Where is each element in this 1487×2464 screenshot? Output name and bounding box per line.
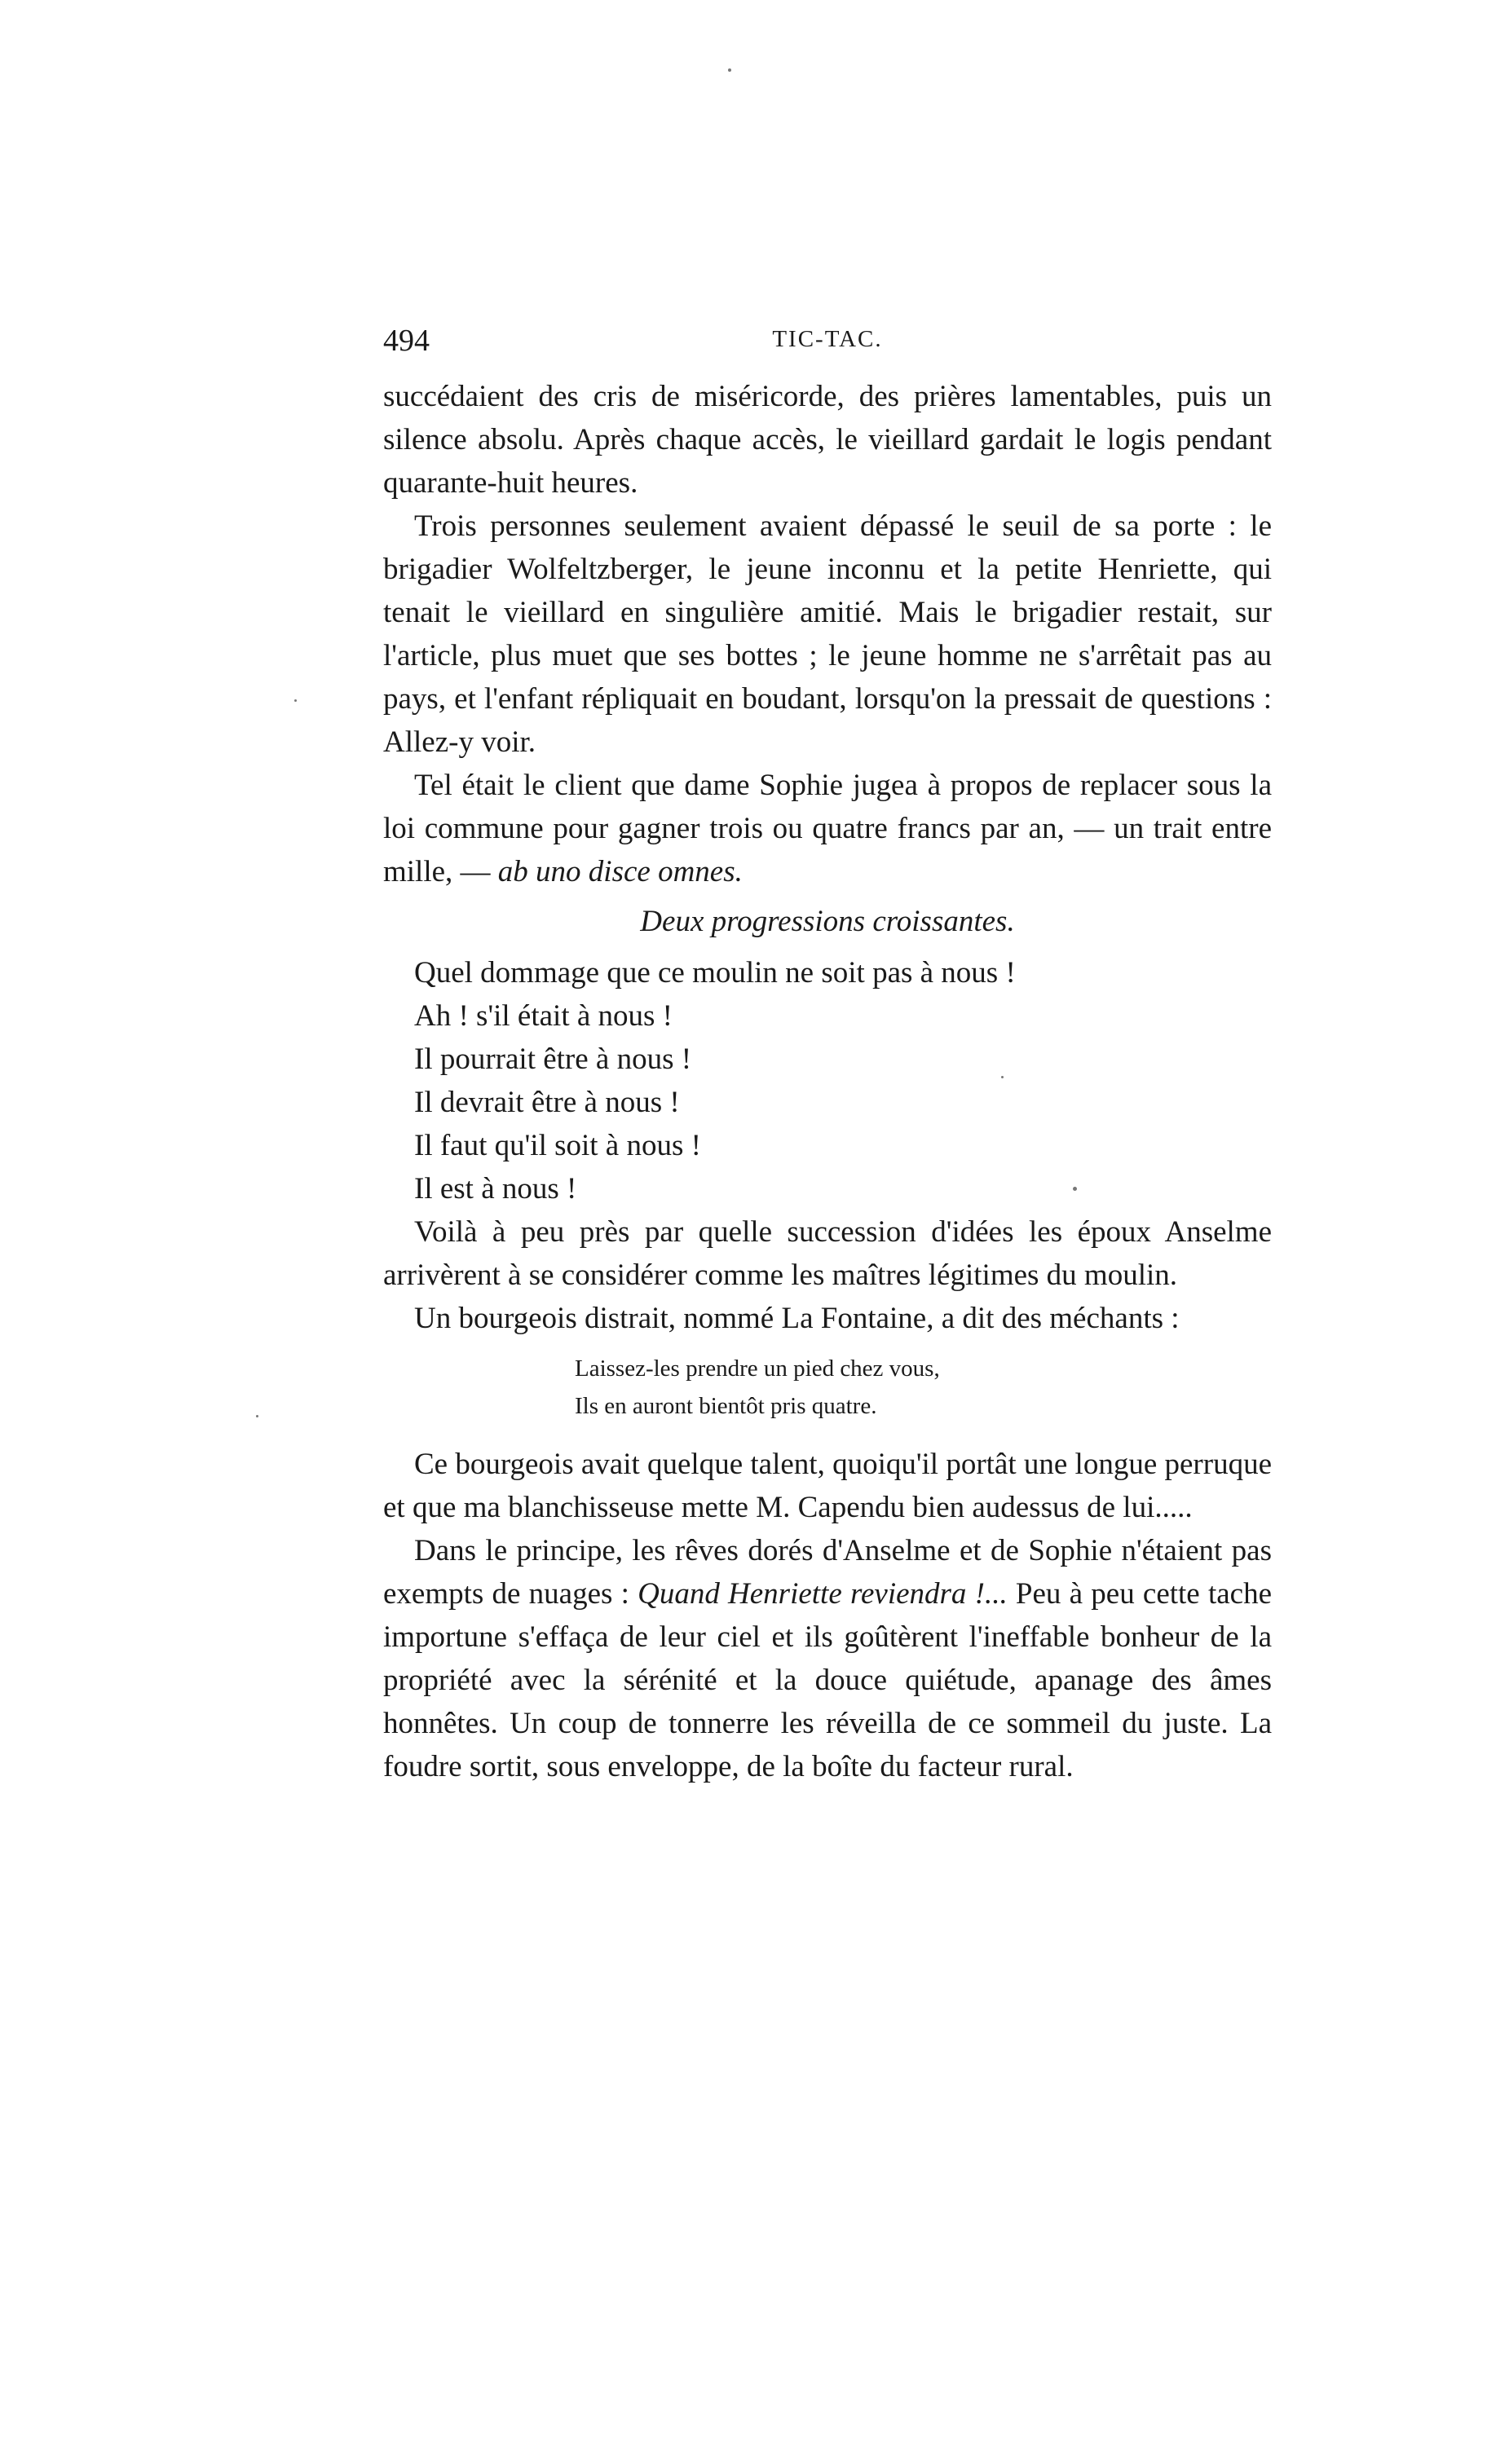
paragraph-text: Dans le principe, les rêves dorés d'Anselme et de Sophie n'étaient pas exempts de nuages : <box>383 1534 1272 1611</box>
latin-quote: ab uno disce omnes. <box>497 855 743 888</box>
book-page <box>383 323 1272 1788</box>
paragraph-text: Tel était le client que dame Sophie jugea à propos de replacer sous la loi commune pour gagner trois ou quatre francs par an, — un trait entre mille, — <box>383 769 1272 888</box>
paragraph <box>383 1529 1272 1788</box>
progression-line: Il est à nous ! <box>414 1172 577 1206</box>
italic-exclamation: Quand Henriette reviendra !... <box>638 1577 1008 1611</box>
section-heading: Deux progressions croissantes. <box>640 905 1015 938</box>
paragraph-text: Peu à peu cette tache importune s'effaça de leur ciel et ils goûtèrent l'ineffable bonheur de la propriété avec la sérénité et la douce quiétude, apanage des âmes honnêtes. Un coup de tonnerre les réveilla de ce sommeil du juste. La foudre sortit, sous enveloppe, de la boîte du facteur rural. <box>383 1577 1272 1783</box>
verse-quote <box>383 1350 1272 1425</box>
page-number: 494 <box>383 324 430 358</box>
page-body <box>383 375 1272 1788</box>
paper-speck <box>728 68 731 72</box>
paragraph: succédaient des cris de miséricorde, des prières lamentables, puis un silence absolu. Après chaque accès, le vieillard gardait le logis pendant quarante-huit heures. <box>383 380 1272 500</box>
paragraph: Trois personnes seulement avaient dépassé le seuil de sa porte : le brigadier Wolfeltzberger, le jeune inconnu et la petite Henriette, qui tenait le vieillard en singulière amitié. Mais le brigadier restait, sur l'article, plus muet que ses bottes ; le jeune homme ne s'arrêtait pas au pays, et l'enfant répliquait en boudant, lorsqu'on la pressait de questions : Allez-y voir. <box>383 509 1272 759</box>
progression-line: Il pourrait être à nous ! <box>414 1042 692 1076</box>
running-title: TIC-TAC. <box>772 326 883 352</box>
paragraph: Ce bourgeois avait quelque talent, quoiqu'il portât une longue perruque et que ma blanchisseuse mette M. Capendu bien audessus de lui..... <box>383 1448 1272 1524</box>
paragraph <box>383 764 1272 893</box>
paragraph: Un bourgeois distrait, nommé La Fontaine, a dit des méchants : <box>414 1302 1180 1335</box>
verse-line: Laissez-les prendre un pied chez vous, <box>575 1355 940 1382</box>
progression-line: Ah ! s'il était à nous ! <box>414 999 673 1033</box>
progression-list <box>383 951 1272 1210</box>
page-header <box>383 323 1272 368</box>
progression-line: Quel dommage que ce moulin ne soit pas à nous ! <box>414 956 1016 990</box>
verse-line: Ils en auront bientôt pris quatre. <box>575 1393 877 1419</box>
paper-speck <box>256 1415 258 1417</box>
paragraph: Voilà à peu près par quelle succession d'idées les époux Anselme arrivèrent à se considérer comme les maîtres légitimes du moulin. <box>383 1215 1272 1292</box>
progression-line: Il devrait être à nous ! <box>414 1086 680 1119</box>
paper-speck <box>294 699 297 702</box>
progression-line: Il faut qu'il soit à nous ! <box>414 1129 701 1162</box>
